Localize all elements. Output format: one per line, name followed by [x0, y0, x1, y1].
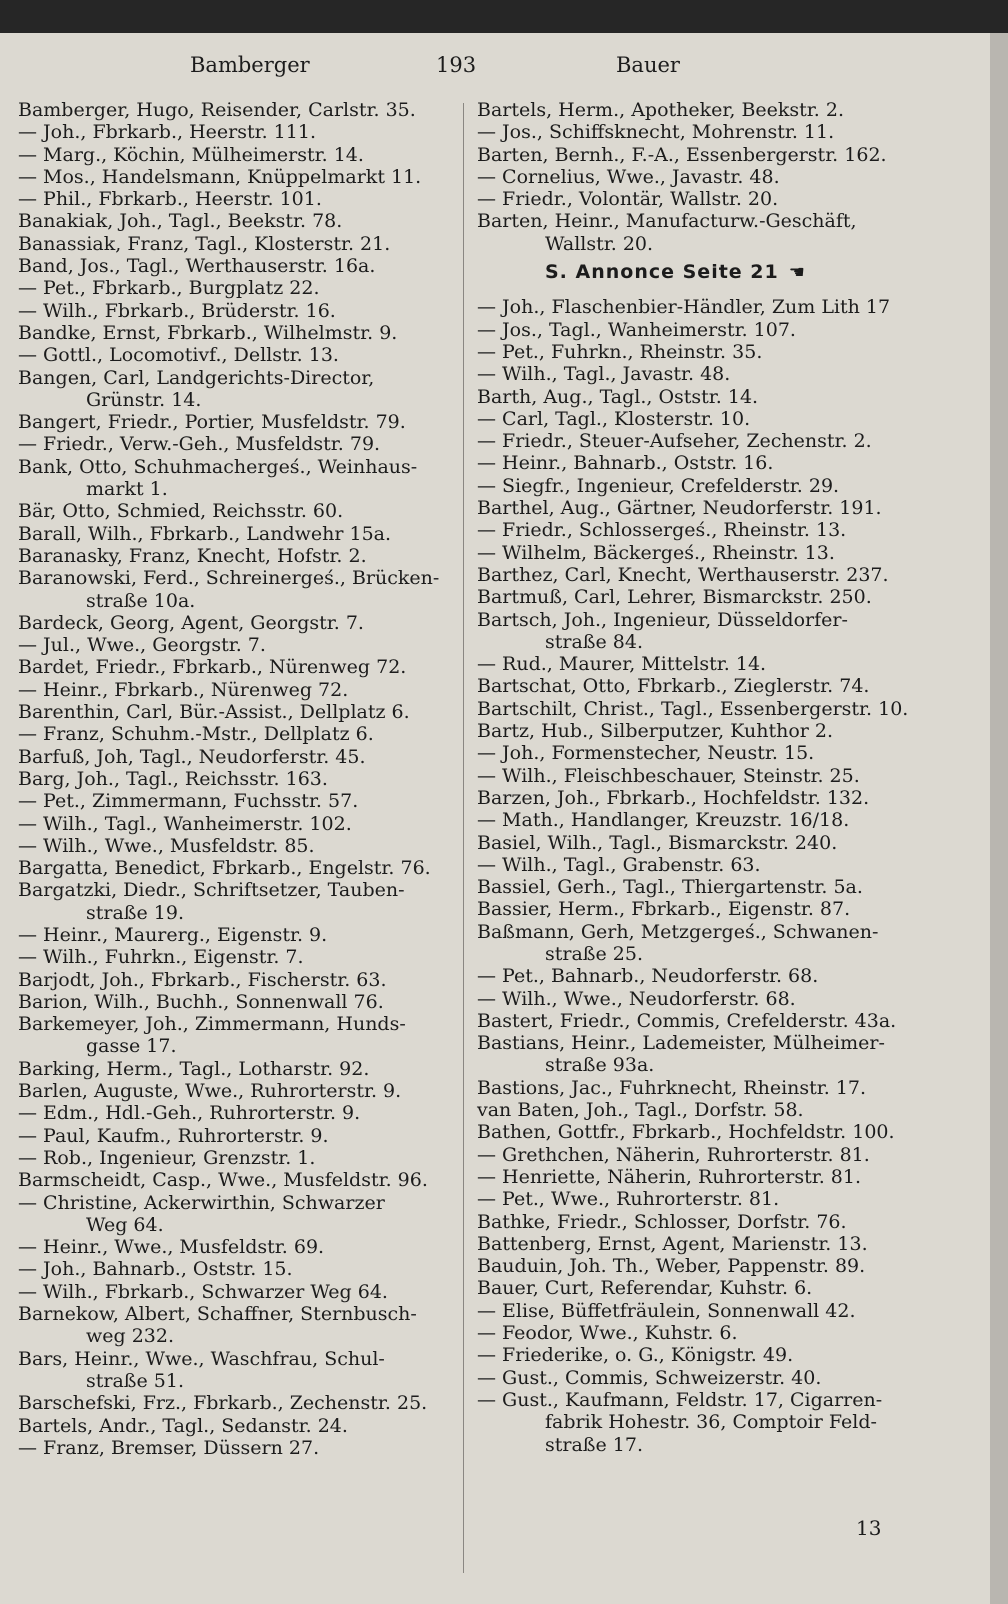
directory-entry: Banassiak, Franz, Tagl., Klosterstr. 21. — [18, 232, 391, 255]
directory-entry: — Joh., Formenstecher, Neustr. 15. — [477, 742, 815, 765]
entry-continuation: gasse 17. — [86, 1035, 177, 1058]
directory-entry: — Henriette, Näherin, Ruhrorterstr. 81. — [477, 1165, 862, 1188]
directory-entry: — Franz, Bremser, Düssern 27. — [18, 1436, 320, 1459]
directory-entry: Barlen, Auguste, Wwe., Ruhrorterstr. 9. — [18, 1080, 402, 1103]
directory-entry: — Jul., Wwe., Georgstr. 7. — [18, 634, 266, 657]
entry-continuation: weg 232. — [86, 1325, 175, 1348]
page-edge-shadow — [990, 33, 1008, 1604]
directory-entry: Bauer, Curt, Referendar, Kuhstr. 6. — [477, 1277, 813, 1300]
directory-entry: — Pet., Wwe., Ruhrorterstr. 81. — [477, 1188, 780, 1211]
page-number: 193 — [436, 53, 477, 77]
directory-entry: Bargatzki, Diedr., Schriftsetzer, Tauben- — [18, 879, 405, 902]
directory-entry: — Pet., Fuhrkn., Rheinstr. 35. — [477, 340, 763, 363]
directory-entry: — Wilh., Fbrkarb., Brüderstr. 16. — [18, 299, 336, 322]
directory-entry: — Wilh., Wwe., Neudorferstr. 68. — [477, 987, 796, 1010]
entry-continuation: straße 25. — [545, 942, 643, 965]
directory-entry: Bardet, Friedr., Fbrkarb., Nürenweg 72. — [18, 656, 407, 679]
directory-entry: — Wilh., Tagl., Grabenstr. 63. — [477, 853, 761, 876]
directory-entry: Bär, Otto, Schmied, Reichsstr. 60. — [18, 500, 344, 523]
annonce-notice — [477, 261, 907, 284]
entry-continuation: straße 10a. — [86, 589, 196, 612]
header-right-keyword: Bauer — [616, 53, 680, 77]
directory-entry: Barthel, Aug., Gärtner, Neudorferstr. 191. — [477, 497, 882, 520]
directory-entry: Bassier, Herm., Fbrkarb., Eigenstr. 87. — [477, 898, 851, 921]
entry-continuation: straße 19. — [86, 901, 184, 924]
directory-entry: Bartz, Hub., Silberputzer, Kuhthor 2. — [477, 720, 834, 743]
directory-entry: — Joh., Flaschenbier-Händler, Zum Lith 17 — [477, 296, 891, 319]
directory-entry: Baranasky, Franz, Knecht, Hofstr. 2. — [18, 544, 367, 567]
directory-entry: — Heinr., Wwe., Musfeldstr. 69. — [18, 1236, 325, 1259]
directory-entry: — Edm., Hdl.-Geh., Ruhrorterstr. 9. — [18, 1102, 361, 1125]
entry-continuation: straße 84. — [545, 630, 643, 653]
directory-entry: Barthez, Carl, Knecht, Werthauserstr. 237. — [477, 563, 889, 586]
entry-continuation: fabrik Hohestr. 36, Comptoir Feld- — [545, 1411, 877, 1434]
directory-entry: Bastions, Jac., Fuhrknecht, Rheinstr. 17. — [477, 1076, 867, 1099]
directory-entry: — Wilh., Wwe., Musfeldstr. 85. — [18, 834, 315, 857]
directory-entry: Bamberger, Hugo, Reisender, Carlstr. 35. — [18, 99, 416, 121]
directory-entry: Barzen, Joh., Fbrkarb., Hochfeldstr. 132. — [477, 786, 870, 809]
directory-entry: Bangen, Carl, Landgerichts-Director, — [18, 366, 375, 389]
directory-entry: Bartsch, Joh., Ingenieur, Düsseldorfer- — [477, 608, 848, 631]
directory-entry: Barfuß, Joh, Tagl., Neudorferstr. 45. — [18, 745, 366, 768]
directory-entry: Bathke, Friedr., Schlosser, Dorfstr. 76. — [477, 1210, 847, 1233]
directory-entry: Bank, Otto, Schuhmachergeś., Weinhaus- — [18, 455, 418, 478]
directory-entry: — Friedr., Volontär, Wallstr. 20. — [477, 188, 779, 211]
directory-entry: Bastert, Friedr., Commis, Crefelderstr. 43a. — [477, 1009, 897, 1032]
directory-entry: Barjodt, Joh., Fbrkarb., Fischerstr. 63. — [18, 968, 387, 991]
entry-continuation: markt 1. — [86, 478, 168, 501]
directory-entry: — Rud., Maurer, Mittelstr. 14. — [477, 653, 767, 676]
directory-entry: Barg, Joh., Tagl., Reichsstr. 163. — [18, 767, 328, 790]
directory-entry: — Christine, Ackerwirthin, Schwarzer — [18, 1191, 385, 1214]
column-divider — [463, 103, 464, 1573]
directory-entry: — Jos., Schiffsknecht, Mohrenstr. 11. — [477, 121, 835, 144]
directory-entry: — Wilh., Fleischbeschauer, Steinstr. 25. — [477, 764, 860, 787]
directory-entry: — Cornelius, Wwe., Javastr. 48. — [477, 165, 780, 188]
signature-mark: 13 — [856, 1516, 882, 1540]
directory-entry: Bauduin, Joh. Th., Weber, Pappenstr. 89. — [477, 1255, 866, 1278]
directory-entry: — Pet., Zimmermann, Fuchsstr. 57. — [18, 790, 359, 813]
directory-entry: Barall, Wilh., Fbrkarb., Landwehr 15a. — [18, 522, 392, 545]
directory-entry: Baßmann, Gerh, Metzgergeś., Schwanen- — [477, 920, 879, 943]
entry-continuation: straße 51. — [86, 1369, 184, 1392]
directory-entry: — Marg., Köchin, Mülheimerstr. 14. — [18, 143, 364, 166]
directory-entry: — Heinr., Fbrkarb., Nürenweg 72. — [18, 678, 349, 701]
directory-entry: — Heinr., Maurerg., Eigenstr. 9. — [18, 923, 328, 946]
directory-entry: — Mos., Handelsmann, Knüppelmarkt 11. — [18, 165, 422, 188]
entry-continuation: Weg 64. — [86, 1213, 164, 1236]
directory-entry: Bars, Heinr., Wwe., Waschfrau, Schul- — [18, 1347, 385, 1370]
entry-continuation: Grünstr. 14. — [86, 388, 202, 411]
directory-entry: Bargatta, Benedict, Fbrkarb., Engelstr. 76. — [18, 857, 431, 880]
directory-entry: — Wilh., Fbrkarb., Schwarzer Weg 64. — [18, 1280, 388, 1303]
directory-entry: — Pet., Fbrkarb., Burgplatz 22. — [18, 277, 320, 300]
directory-entry: van Baten, Joh., Tagl., Dorfstr. 58. — [477, 1099, 804, 1122]
directory-entry: — Wilh., Tagl., Wanheimerstr. 102. — [18, 812, 352, 835]
directory-entry: — Franz, Schuhm.-Mstr., Dellplatz 6. — [18, 723, 374, 746]
directory-entry: Bassiel, Gerh., Tagl., Thiergartenstr. 5a. — [477, 876, 863, 899]
directory-entry: — Friedr., Schlossergeś., Rheinstr. 13. — [477, 519, 847, 542]
directory-entry: — Friedr., Steuer-Aufseher, Zechenstr. 2. — [477, 430, 872, 453]
directory-entry: Bartschilt, Christ., Tagl., Essenbergerstr. 10. — [477, 697, 909, 720]
directory-entry: — Grethchen, Näherin, Ruhrorterstr. 81. — [477, 1143, 870, 1166]
directory-entry: — Wilhelm, Bäckergeś., Rheinstr. 13. — [477, 541, 835, 564]
directory-entry: Bastians, Heinr., Lademeister, Mülheimer- — [477, 1032, 885, 1055]
directory-entry: — Gust., Commis, Schweizerstr. 40. — [477, 1366, 822, 1389]
directory-entry: Barking, Herm., Tagl., Lotharstr. 92. — [18, 1057, 370, 1080]
right-column-bottom — [477, 296, 907, 1455]
directory-entry: Bardeck, Georg, Agent, Georgstr. 7. — [18, 611, 364, 634]
directory-entry: — Wilh., Fuhrkn., Eigenstr. 7. — [18, 946, 304, 969]
directory-entry: Barmscheidt, Casp., Wwe., Musfeldstr. 96. — [18, 1169, 428, 1192]
directory-entry: Barten, Heinr., Manufacturw.-Geschäft, — [477, 210, 857, 233]
directory-entry: Battenberg, Ernst, Agent, Marienstr. 13. — [477, 1232, 868, 1255]
page-header — [0, 53, 990, 83]
directory-entry: Barnekow, Albert, Schaffner, Sternbusch- — [18, 1303, 417, 1326]
right-column — [477, 99, 907, 1456]
directory-entry: Barenthin, Carl, Bür.-Assist., Dellplatz 6. — [18, 701, 410, 724]
right-column-top — [477, 99, 907, 255]
directory-entry: — Jos., Tagl., Wanheimerstr. 107. — [477, 318, 796, 341]
directory-entry: — Rob., Ingenieur, Grenzstr. 1. — [18, 1146, 316, 1169]
directory-entry: Barten, Bernh., F.-A., Essenbergerstr. 162. — [477, 143, 887, 166]
directory-entry: Barth, Aug., Tagl., Oststr. 14. — [477, 385, 759, 408]
directory-entry: Band, Jos., Tagl., Werthauserstr. 16a. — [18, 255, 376, 278]
directory-entry: Barion, Wilh., Buchh., Sonnenwall 76. — [18, 990, 384, 1013]
directory-entry: Bathen, Gottfr., Fbrkarb., Hochfeldstr. 100. — [477, 1121, 895, 1144]
entry-continuation: Wallstr. 20. — [545, 232, 654, 255]
entry-continuation: straße 17. — [545, 1433, 643, 1456]
directory-entry: — Friederike, o. G., Königstr. 49. — [477, 1344, 794, 1367]
directory-entry: — Gust., Kaufmann, Feldstr. 17, Cigarren- — [477, 1388, 883, 1411]
directory-entry: Bartmuß, Carl, Lehrer, Bismarckstr. 250. — [477, 586, 872, 609]
directory-entry: — Gottl., Locomotivf., Dellstr. 13. — [18, 344, 339, 367]
directory-entry: — Paul, Kaufm., Ruhrorterstr. 9. — [18, 1124, 329, 1147]
directory-entry: — Math., Handlanger, Kreuzstr. 16/18. — [477, 809, 850, 832]
directory-entry: — Elise, Büffetfräulein, Sonnenwall 42. — [477, 1299, 856, 1322]
directory-entry: Bartels, Herm., Apotheker, Beekstr. 2. — [477, 99, 845, 121]
header-left-keyword: Bamberger — [190, 53, 310, 77]
directory-entry: — Joh., Bahnarb., Oststr. 15. — [18, 1258, 293, 1281]
directory-entry: Bartels, Andr., Tagl., Sedanstr. 24. — [18, 1414, 348, 1437]
directory-entry: Barschefski, Frz., Fbrkarb., Zechenstr. 25. — [18, 1392, 428, 1415]
directory-entry: — Phil., Fbrkarb., Heerstr. 101. — [18, 188, 322, 211]
directory-entry: Bartschat, Otto, Fbrkarb., Zieglerstr. 74. — [477, 675, 870, 698]
directory-entry: — Pet., Bahnarb., Neudorferstr. 68. — [477, 965, 819, 988]
directory-entry: Barkemeyer, Joh., Zimmermann, Hunds- — [18, 1013, 406, 1036]
directory-entry: Bandke, Ernst, Fbrkarb., Wilhelmstr. 9. — [18, 321, 398, 344]
entry-continuation: straße 93a. — [545, 1054, 655, 1077]
annonce-text: S. Annonce Seite 21 — [545, 261, 779, 284]
directory-entry: Banakiak, Joh., Tagl., Beekstr. 78. — [18, 210, 343, 233]
directory-entry: — Joh., Fbrkarb., Heerstr. 111. — [18, 121, 316, 144]
pointing-hand-icon: ☚ — [788, 262, 806, 284]
directory-entry: — Siegfr., Ingenieur, Crefelderstr. 29. — [477, 474, 840, 497]
directory-entry: — Wilh., Tagl., Javastr. 48. — [477, 363, 731, 386]
directory-entry: — Carl, Tagl., Klosterstr. 10. — [477, 407, 751, 430]
directory-entry: — Friedr., Verw.-Geh., Musfeldstr. 79. — [18, 433, 381, 456]
directory-entry: Bangert, Friedr., Portier, Musfeldstr. 79. — [18, 411, 406, 434]
directory-entry: Basiel, Wilh., Tagl., Bismarckstr. 240. — [477, 831, 838, 854]
directory-entry: — Feodor, Wwe., Kuhstr. 6. — [477, 1322, 738, 1345]
directory-page — [0, 33, 990, 1604]
directory-entry: — Heinr., Bahnarb., Oststr. 16. — [477, 452, 774, 475]
directory-entry: Baranowski, Ferd., Schreinergeś., Brücken- — [18, 567, 440, 590]
left-column — [18, 99, 446, 1459]
